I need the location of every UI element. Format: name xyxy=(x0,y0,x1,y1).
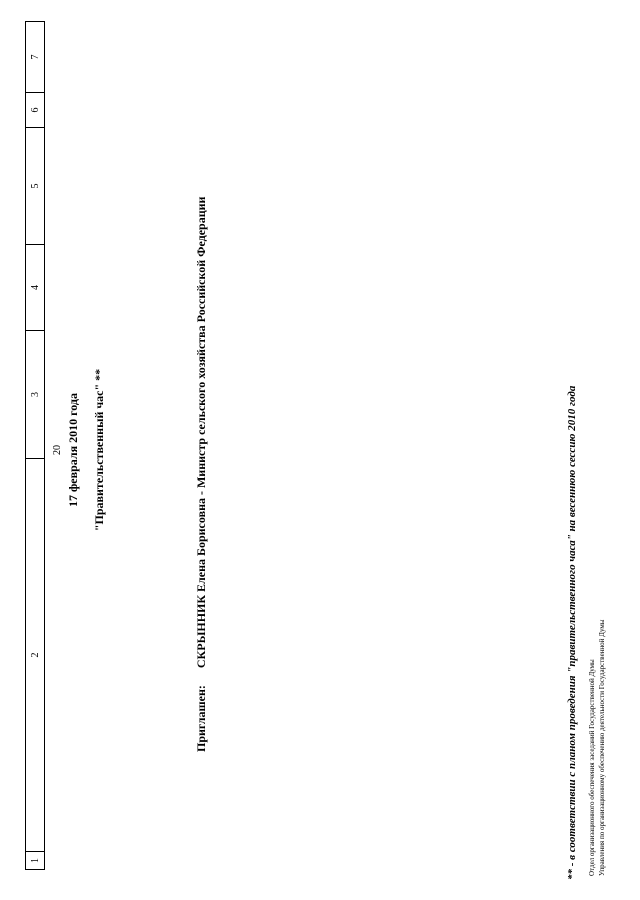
column-header-table xyxy=(25,21,45,870)
department-line: Управления по организационному обеспечению деятельности Государственной Думы xyxy=(598,619,606,876)
session-date: 17 февраля 2010 года xyxy=(66,393,80,507)
column-number: 2 xyxy=(26,459,45,852)
column-header-row xyxy=(26,22,45,870)
column-number: 4 xyxy=(26,245,45,331)
column-number: 1 xyxy=(26,852,45,870)
invited-line xyxy=(194,197,209,752)
column-number: 5 xyxy=(26,128,45,245)
invited-person: СКРЫННИК Елена Борисовна - Министр сельского хозяйства Российской Федерации xyxy=(194,196,208,669)
column-number: 6 xyxy=(26,93,45,128)
footnote: ** - в соответствии с планом проведения "правительственного часа" на весеннюю сессию 2010 года xyxy=(566,385,578,880)
column-number: 7 xyxy=(26,22,45,93)
page-number: 20 xyxy=(52,445,63,455)
department-line: Отдел организационного обеспечения заседаний Государственной Думы xyxy=(588,659,596,876)
invited-label: Приглашен: xyxy=(194,685,208,752)
event-title: "Правительственный час" ** xyxy=(92,368,106,532)
column-number: 3 xyxy=(26,331,45,459)
